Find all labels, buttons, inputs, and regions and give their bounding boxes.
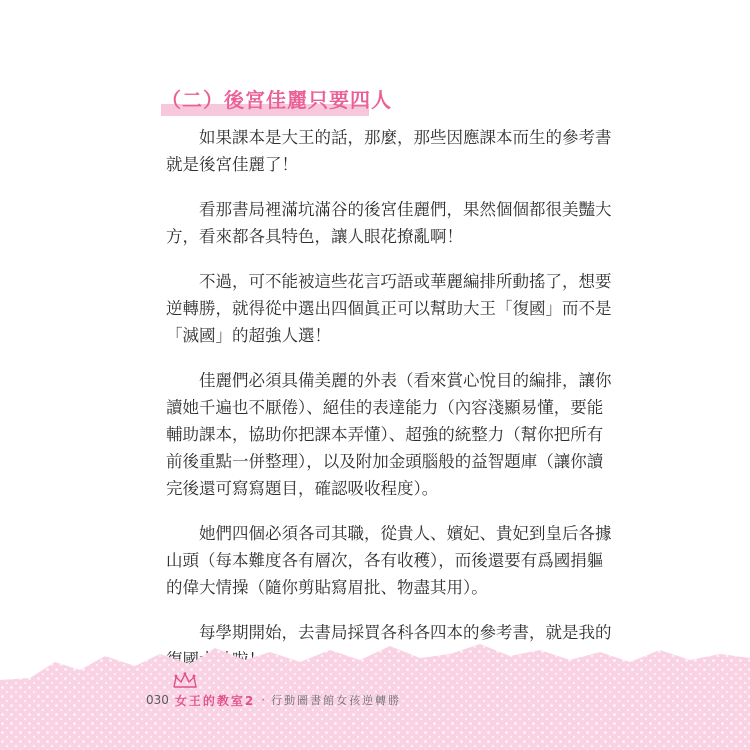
- text-line: 不過，可不能被這些花言巧語或華麗編排所動搖了，想要: [199, 272, 612, 291]
- paragraph: [166, 268, 612, 349]
- text-line: 「滅國」的超強人選！: [166, 326, 331, 345]
- text-line: 前後重點一併整理），以及附加金頭腦般的益智題庫（讓你讀: [166, 452, 604, 471]
- text-line: 看那書局裡滿坑滿谷的後宮佳麗們，果然個個都很美豔大: [199, 200, 612, 219]
- text-line: 山頭（每本難度各有層次，各有收穫），而後還要有爲國捐軀: [166, 551, 604, 570]
- footer-separator: ·: [261, 693, 266, 707]
- paragraph: [166, 124, 612, 178]
- book-series-title: 女王的教室2: [174, 693, 256, 708]
- book-subtitle: 行動圖書館女孩逆轉勝: [271, 694, 402, 707]
- text-line: 輔助課本，協助你把課本弄懂）、超強的統整力（幫你把所有: [166, 425, 604, 444]
- text-line: 如果課本是大王的話，那麼，那些因應課本而生的參考書: [199, 128, 612, 147]
- paragraph: [166, 367, 612, 502]
- paragraph: [166, 196, 612, 250]
- paragraph: [166, 520, 612, 601]
- page-footer: [146, 690, 401, 710]
- text-line: 就是後宮佳麗了！: [166, 155, 298, 174]
- text-line: 方，看來都各具特色，讓人眼花撩亂啊！: [166, 227, 463, 246]
- text-line: 完後還可寫寫題目，確認吸收程度）。: [166, 479, 439, 498]
- text-line: 每學期開始，去書局採買各科各四本的參考書，就是我的: [199, 623, 612, 642]
- body-text: [166, 124, 612, 691]
- text-line: 佳麗們必須具備美麗的外表（看來賞心悅目的編排，讓你: [199, 371, 612, 390]
- crown-icon: [172, 672, 198, 690]
- section-heading: （二）後宮佳麗只要四人: [161, 88, 392, 112]
- text-line: 她們四個必須各司其職，從貴人、嬪妃、貴妃到皇后各據: [199, 524, 612, 543]
- section-heading-block: [161, 86, 392, 120]
- text-line: 逆轉勝，就得從中選出四個眞正可以幫助大王「復國」而不是: [166, 299, 612, 318]
- text-line: 讀她千遍也不厭倦）、絕佳的表達能力（內容淺顯易懂，要能: [166, 398, 604, 417]
- page-number: 030: [146, 693, 169, 707]
- text-line: 的偉大情操（隨你剪貼寫眉批、物盡其用）。: [166, 578, 488, 597]
